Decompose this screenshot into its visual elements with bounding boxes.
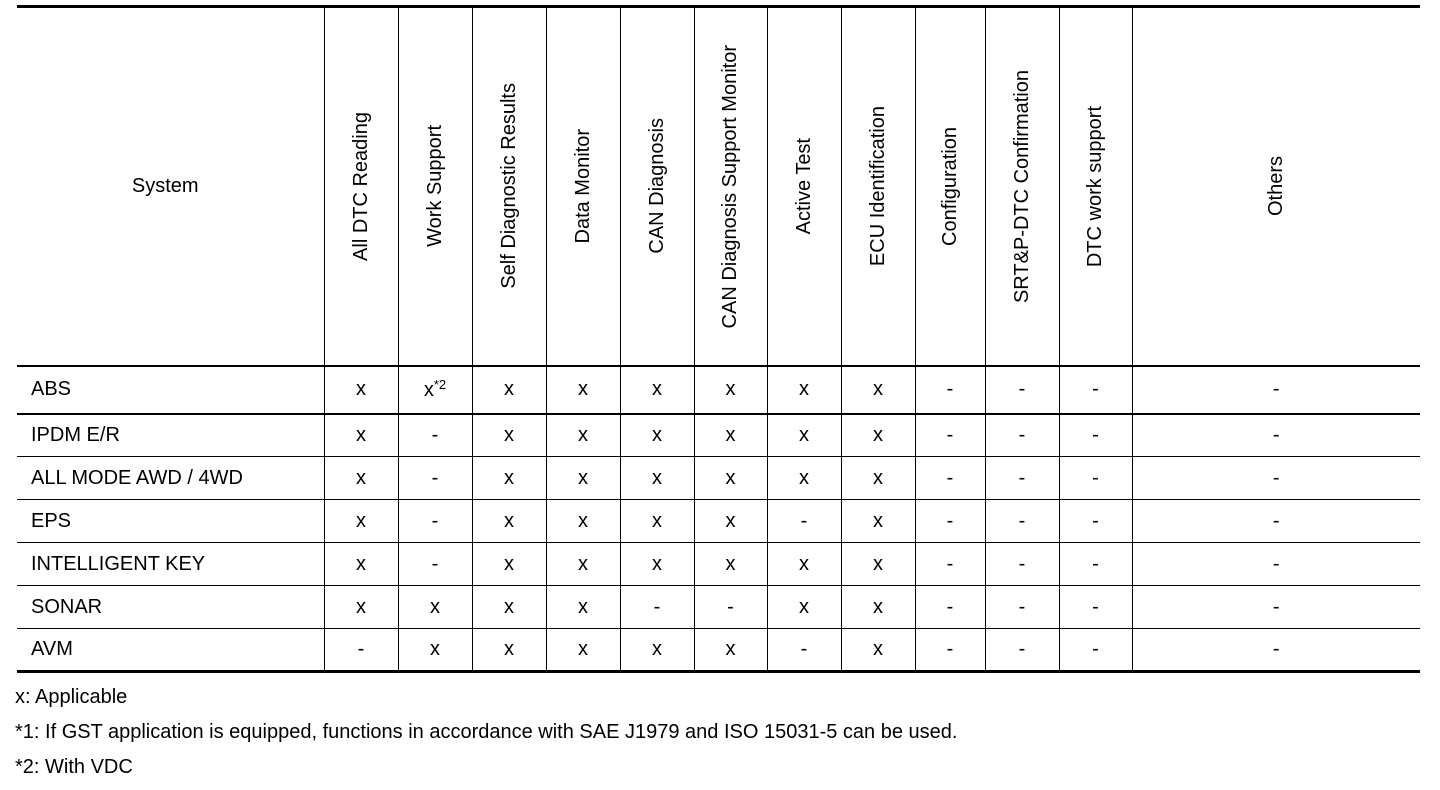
table-cell (985, 629, 1059, 672)
footnote-1: *1: If GST application is equipped, functions in accordance with SAE J1979 and ISO 15031-5 can be used. (15, 721, 958, 743)
table-cell (1059, 366, 1132, 414)
cell-value: - (1272, 378, 1280, 400)
cell-value: x (504, 638, 514, 660)
column-header (841, 7, 915, 366)
cell-value: x (356, 552, 366, 575)
table-cell (398, 500, 472, 543)
table-cell (767, 629, 841, 672)
cell-value: x (799, 595, 809, 618)
table-cell (620, 629, 694, 672)
cell-value: - (1018, 466, 1026, 489)
cell-value: x (430, 595, 440, 618)
cell-value: - (1018, 423, 1026, 446)
cell-value: x (356, 378, 366, 400)
cell-value: x (356, 595, 366, 618)
cell-value: - (653, 595, 661, 618)
table-cell (694, 500, 767, 543)
system-name: IPDM E/R (17, 414, 324, 457)
table-cell (472, 543, 546, 586)
table-cell (620, 500, 694, 543)
column-header-label: Self Diagnostic Results (497, 83, 520, 290)
table-cell (767, 500, 841, 543)
cell-value: - (431, 509, 439, 532)
cell-value: x (652, 423, 662, 446)
table-cell (620, 457, 694, 500)
cell-value: - (1092, 595, 1099, 618)
table-cell (915, 586, 985, 629)
column-header (767, 7, 841, 366)
cell-value: - (800, 509, 808, 532)
table-cell (1059, 629, 1132, 672)
cell-value: x (356, 466, 366, 489)
cell-value: - (946, 638, 954, 660)
column-header (915, 7, 985, 366)
column-header-label: CAN Diagnosis (645, 118, 668, 255)
table-cell (1132, 586, 1420, 629)
table-cell (324, 500, 398, 543)
table-cell (546, 500, 620, 543)
table-cell (546, 457, 620, 500)
cell-value: - (1018, 378, 1026, 400)
cell-value: x (578, 552, 588, 575)
table-cell (915, 629, 985, 672)
cell-value: - (1272, 466, 1280, 489)
cell-value: x (504, 423, 514, 446)
cell-value: x (873, 466, 883, 489)
cell-value: x (652, 378, 662, 400)
cell-value: x (652, 638, 662, 660)
table-cell (915, 366, 985, 414)
table-header (17, 7, 1420, 366)
table-cell (398, 629, 472, 672)
table-cell (1132, 414, 1420, 457)
table-cell (694, 366, 767, 414)
table-row (17, 629, 1420, 672)
system-name: AVM (17, 629, 324, 672)
table-cell (546, 366, 620, 414)
table-cell (620, 414, 694, 457)
table-cell (546, 629, 620, 672)
table-row (17, 366, 1420, 414)
table-cell (1059, 457, 1132, 500)
header-row (17, 7, 1420, 366)
cell-value: - (1272, 638, 1280, 660)
table-cell (985, 500, 1059, 543)
cell-value: - (1018, 509, 1026, 532)
table-cell (472, 414, 546, 457)
table-cell (472, 586, 546, 629)
cell-value: - (1272, 509, 1280, 532)
cell-value: x (725, 423, 736, 446)
footnote-marker: *2 (433, 377, 447, 392)
table-row (17, 543, 1420, 586)
cell-value: x (652, 509, 662, 532)
cell-value: x (873, 378, 883, 400)
system-name: ABS (17, 366, 324, 414)
table-cell (620, 586, 694, 629)
table-cell (985, 457, 1059, 500)
cell-value: - (1018, 638, 1026, 660)
table-cell (694, 586, 767, 629)
system-name: INTELLIGENT KEY (17, 543, 324, 586)
table-cell (324, 543, 398, 586)
table-cell (472, 500, 546, 543)
cell-value: - (946, 378, 954, 400)
table-cell (841, 586, 915, 629)
table-cell (1059, 414, 1132, 457)
column-header-label: Data Monitor (571, 129, 594, 244)
cell-value: - (946, 595, 954, 618)
column-header (620, 7, 694, 366)
cell-value: - (1092, 552, 1099, 575)
cell-value: x (578, 595, 588, 618)
table-body (17, 366, 1420, 672)
cell-value: - (946, 423, 954, 446)
table-row (17, 414, 1420, 457)
column-header (546, 7, 620, 366)
table-cell (841, 414, 915, 457)
cell-value: x (356, 509, 366, 532)
cell-value: - (1092, 378, 1099, 400)
cell-value: x (873, 552, 883, 575)
cell-value: x (356, 423, 366, 446)
table-cell (841, 629, 915, 672)
cell-value: x (504, 466, 514, 489)
cell-value: x (504, 509, 514, 532)
table-cell (324, 629, 398, 672)
system-name: EPS (17, 500, 324, 543)
cell-value: - (1092, 638, 1099, 660)
cell-value: - (1018, 552, 1026, 575)
cell-value: x (504, 552, 514, 575)
table-cell (841, 457, 915, 500)
footnote-2: *2: With VDC (15, 756, 133, 778)
cell-value: x (652, 466, 662, 489)
table-cell (985, 414, 1059, 457)
table-row (17, 586, 1420, 629)
cell-value: x (578, 466, 588, 489)
table-cell (1132, 457, 1420, 500)
cell-value: x (799, 378, 809, 400)
cell-value: - (946, 466, 954, 489)
table-cell (767, 543, 841, 586)
cell-value: x (578, 378, 588, 400)
table-cell (1059, 543, 1132, 586)
cell-value: x (725, 552, 736, 575)
table-cell (1132, 366, 1420, 414)
table-row (17, 457, 1420, 500)
table-cell (694, 414, 767, 457)
column-header-label: ECU Identification (866, 106, 889, 267)
cell-value: x (799, 466, 809, 489)
table-cell (1059, 500, 1132, 543)
cell-value: - (1272, 595, 1280, 618)
cell-value: x (430, 638, 440, 660)
table-cell (767, 414, 841, 457)
table-cell (620, 366, 694, 414)
table-cell (546, 586, 620, 629)
table-row (17, 500, 1420, 543)
column-header (324, 7, 398, 366)
cell-value: x (873, 595, 883, 618)
cell-value: x (578, 509, 588, 532)
table-cell (767, 586, 841, 629)
column-header-label: CAN Diagnosis Support Monitor (719, 44, 741, 328)
table-cell (985, 586, 1059, 629)
column-header-label: DTC work support (1084, 105, 1106, 267)
table-cell (915, 414, 985, 457)
table-cell (915, 543, 985, 586)
table-cell (620, 543, 694, 586)
table-cell (915, 500, 985, 543)
cell-value: x (652, 552, 662, 575)
cell-value: - (431, 466, 439, 489)
table-cell (1059, 586, 1132, 629)
column-header-label: SRT&P-DTC Confirmation (1010, 69, 1033, 303)
cell-value: x (799, 552, 809, 575)
table-cell (1132, 543, 1420, 586)
table-cell (841, 543, 915, 586)
table-cell (398, 543, 472, 586)
table-cell (472, 457, 546, 500)
column-header (985, 7, 1059, 366)
table-cell (767, 457, 841, 500)
cell-value: x (725, 638, 736, 660)
table-cell (472, 366, 546, 414)
table-cell (1132, 629, 1420, 672)
table-cell (324, 586, 398, 629)
cell-value: - (800, 638, 808, 660)
table-cell (694, 457, 767, 500)
cell-value: x (578, 423, 588, 446)
cell-value: - (1092, 423, 1099, 446)
cell-value: x (578, 638, 588, 660)
notes (15, 680, 957, 785)
cell-value: x (504, 595, 514, 618)
cell-value: - (1092, 466, 1099, 489)
cell-value: - (1018, 595, 1026, 618)
table-cell (324, 457, 398, 500)
table-cell (841, 366, 915, 414)
table-cell (472, 629, 546, 672)
cell-value: x (873, 423, 883, 446)
diagnosis-function-table (17, 5, 1420, 673)
table-cell (398, 414, 472, 457)
table-cell (398, 457, 472, 500)
cell-value: - (1272, 552, 1280, 575)
column-header (694, 7, 767, 366)
cell-value: x (725, 378, 736, 400)
column-header (398, 7, 472, 366)
cell-value: - (357, 638, 365, 660)
system-name: SONAR (17, 586, 324, 629)
table-cell (694, 543, 767, 586)
cell-value: - (1272, 423, 1280, 446)
column-header-label: Others (1264, 156, 1287, 217)
table-cell (915, 457, 985, 500)
cell-value: x (725, 509, 736, 532)
cell-value: - (946, 552, 954, 575)
table-cell (767, 366, 841, 414)
cell-value: - (946, 509, 954, 532)
table-cell (324, 366, 398, 414)
cell-value: x (873, 509, 883, 532)
table-cell (1132, 500, 1420, 543)
table-cell (694, 629, 767, 672)
column-header-label: All DTC Reading (349, 111, 372, 261)
header-system: System (17, 7, 324, 366)
cell-value: - (431, 423, 439, 446)
system-name: ALL MODE AWD / 4WD (17, 457, 324, 500)
table-cell (985, 543, 1059, 586)
table-cell (546, 543, 620, 586)
table-cell (546, 414, 620, 457)
cell-value: x (725, 466, 736, 489)
column-header (1059, 7, 1132, 366)
cell-value: - (431, 552, 439, 575)
cell-value: - (727, 595, 734, 618)
table-cell (985, 366, 1059, 414)
column-header-label: Active Test (792, 138, 815, 235)
legend-applicable: x: Applicable (15, 686, 128, 708)
cell-value: x (799, 423, 809, 446)
cell-value: - (1092, 509, 1099, 532)
cell-value: x (504, 378, 514, 400)
table-cell (841, 500, 915, 543)
column-header-label: Work Support (423, 125, 446, 248)
cell-value: x (423, 379, 434, 401)
table-cell (398, 366, 472, 414)
cell-value: x (873, 638, 883, 660)
table-cell (324, 414, 398, 457)
table-cell (398, 586, 472, 629)
column-header (1132, 7, 1420, 366)
column-header (472, 7, 546, 366)
column-header-label: Configuration (938, 126, 961, 246)
